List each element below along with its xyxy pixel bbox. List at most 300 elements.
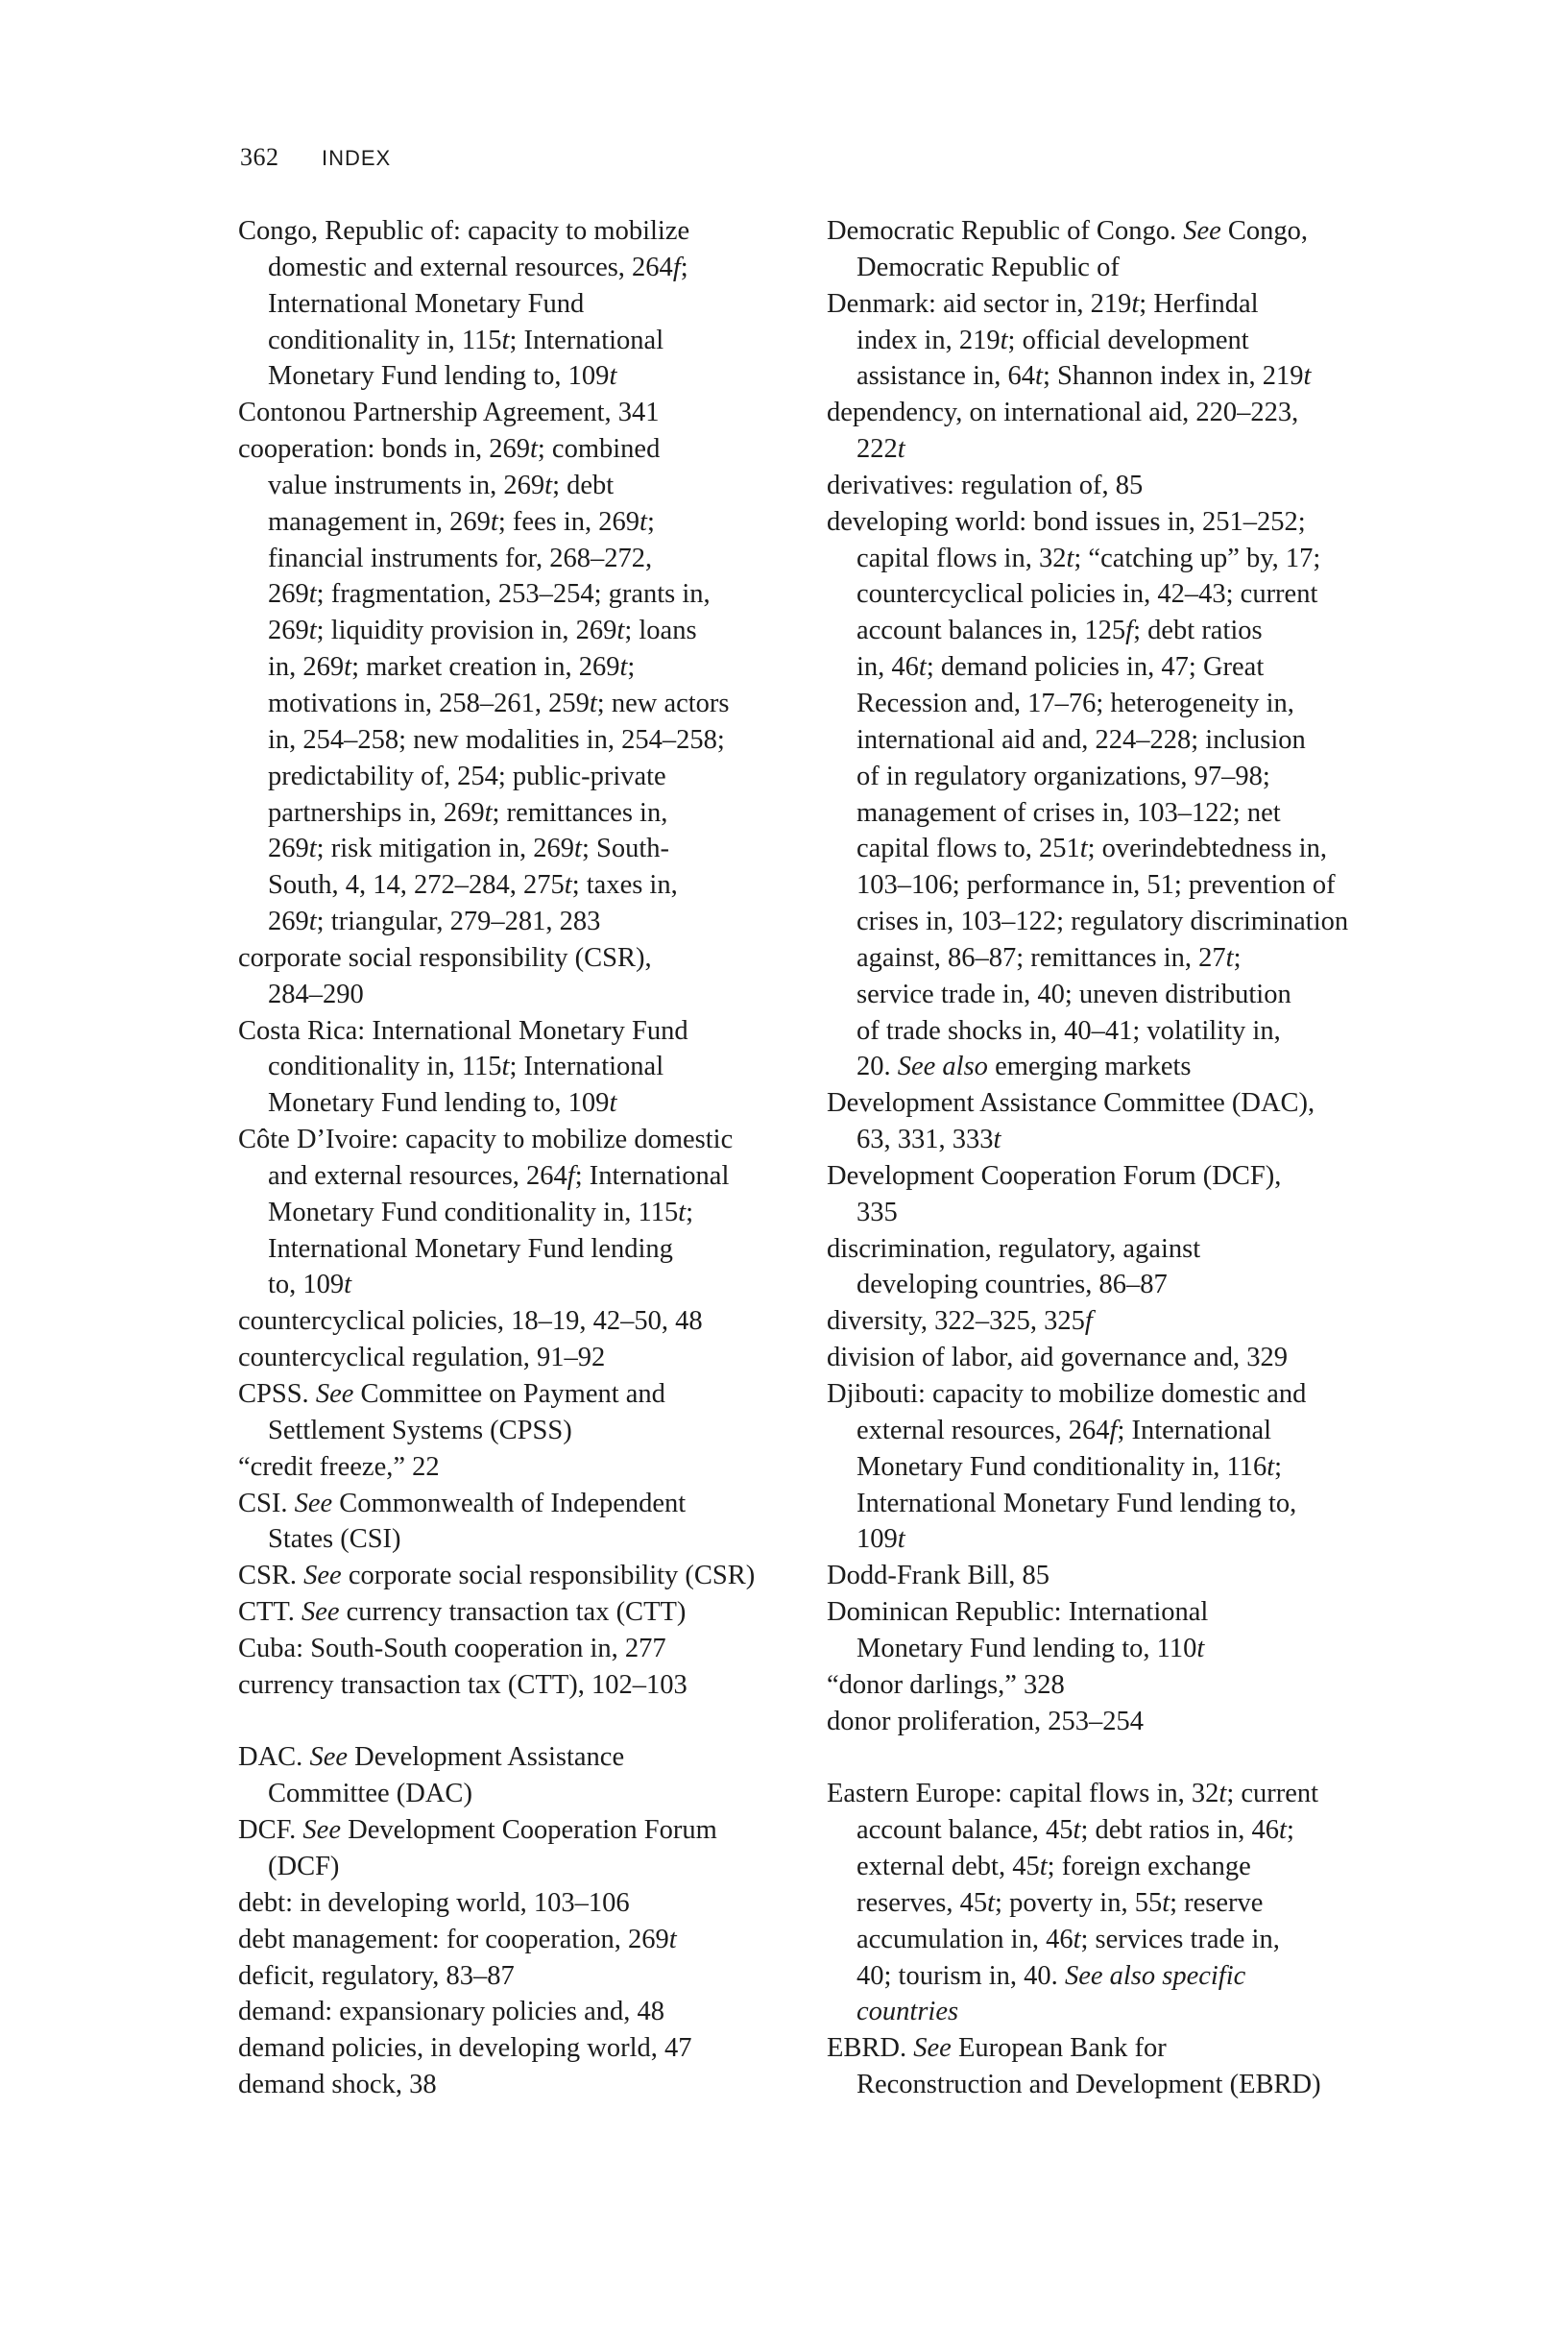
entry-heading-line xyxy=(827,1303,1388,1340)
entry-text: domestic and external resources, 264 xyxy=(268,252,673,282)
entry-text: ; xyxy=(686,1197,694,1227)
italic-locator: t xyxy=(484,797,493,828)
index-entry xyxy=(827,468,1388,504)
entry-text: International Monetary Fund lending to, xyxy=(856,1488,1297,1518)
index-entry xyxy=(238,1994,785,2030)
entry-text: service trade in, 40; uneven distribution xyxy=(856,979,1291,1009)
entry-text: EBRD. xyxy=(827,2033,914,2064)
entry-text: deficit, regulatory, 83–87 xyxy=(238,1960,515,1991)
entry-text: ; foreign exchange xyxy=(1047,1851,1251,1881)
entry-text: 222 xyxy=(856,434,898,465)
entry-text: “donor darlings,” 328 xyxy=(827,1669,1065,1700)
italic-locator: f xyxy=(1125,616,1134,646)
italic-locator: t xyxy=(589,688,597,718)
index-entry xyxy=(827,1158,1388,1231)
index-entry xyxy=(238,1376,785,1449)
entry-text: Côte D’Ivoire: capacity to mobilize domestic xyxy=(238,1125,734,1155)
italic-locator: t xyxy=(490,506,498,537)
entry-text: cooperation: bonds in, 269 xyxy=(238,434,530,465)
entry-heading-line xyxy=(827,1776,1388,1812)
entry-heading-line xyxy=(827,1085,1388,1122)
entry-text: account balances in, 125 xyxy=(856,616,1126,646)
entry-heading-line xyxy=(827,1376,1388,1413)
entry-continuation-line xyxy=(238,759,785,795)
index-entry xyxy=(238,1013,785,1123)
entry-text: of in regulatory organizations, 97–98; xyxy=(856,761,1270,791)
entry-continuation-line xyxy=(827,867,1388,904)
index-entry xyxy=(827,1085,1388,1158)
entry-text: ; poverty in, 55 xyxy=(995,1887,1163,1918)
entry-continuation-line xyxy=(238,358,785,395)
index-entry xyxy=(238,395,785,431)
entry-heading-line xyxy=(238,1558,785,1594)
entry-text: Denmark: aid sector in, 219 xyxy=(827,288,1132,319)
entry-continuation-line xyxy=(827,1521,1388,1558)
entry-text: 40; tourism in, 40. xyxy=(856,1960,1065,1991)
entry-text: Democratic Republic of xyxy=(856,252,1120,282)
entry-text: ; current xyxy=(1226,1779,1319,1809)
entry-continuation-line xyxy=(238,1049,785,1085)
index-entry xyxy=(827,1376,1388,1558)
entry-text: derivatives: regulation of, 85 xyxy=(827,470,1144,500)
entry-continuation-line xyxy=(238,1267,785,1303)
entry-text: ; loans xyxy=(624,616,697,646)
entry-heading-line xyxy=(238,213,785,250)
entry-heading-line xyxy=(238,1994,785,2030)
entry-heading-line xyxy=(238,1122,785,1158)
index-entry xyxy=(238,1122,785,1303)
entry-continuation-line xyxy=(238,576,785,613)
entry-text: donor proliferation, 253–254 xyxy=(827,1706,1145,1736)
entry-text: Monetary Fund conditionality in, 115 xyxy=(268,1197,679,1227)
entry-text: CPSS. xyxy=(238,1379,316,1409)
italic-locator: t xyxy=(308,579,317,610)
entry-text: ; debt ratios xyxy=(1133,616,1263,646)
entry-text: financial instruments for, 268–272, xyxy=(268,543,653,573)
blank-line xyxy=(238,1704,785,1740)
italic-locator: t xyxy=(344,652,352,683)
entry-continuation-line xyxy=(827,940,1388,977)
italic-locator: t xyxy=(987,1887,996,1918)
entry-text: Contonou Partnership Agreement, 341 xyxy=(238,398,660,428)
entry-text: account balance, 45 xyxy=(856,1815,1073,1846)
entry-text: ; International xyxy=(574,1160,730,1191)
index-entry xyxy=(238,1885,785,1922)
entry-continuation-line xyxy=(238,831,785,867)
entry-text: countercyclical policies, 18–19, 42–50, 48 xyxy=(238,1306,703,1337)
entry-text: ; xyxy=(627,652,636,683)
entry-heading-line xyxy=(238,1958,785,1995)
entry-text: Development Assistance xyxy=(348,1742,625,1773)
entry-heading-line xyxy=(238,1340,785,1376)
entry-text: International Monetary Fund lending xyxy=(268,1233,673,1264)
entry-continuation-line xyxy=(238,286,785,323)
entry-text: CSI. xyxy=(238,1488,295,1518)
entry-continuation-line xyxy=(827,795,1388,832)
entry-text: division of labor, aid governance and, 329 xyxy=(827,1343,1289,1373)
entry-continuation-line xyxy=(827,977,1388,1013)
italic-locator: t xyxy=(1073,1924,1081,1954)
entry-text: ; xyxy=(1286,1815,1294,1846)
entry-text: ; Shannon index in, 219 xyxy=(1042,361,1304,392)
entry-text: Development Assistance Committee (DAC), xyxy=(827,1088,1315,1119)
entry-heading-line xyxy=(238,1013,785,1050)
entry-text: 109 xyxy=(856,1524,898,1555)
entry-text: currency transaction tax (CTT), 102–103 xyxy=(238,1669,688,1700)
index-entry xyxy=(827,1558,1388,1594)
index-entry xyxy=(827,2030,1388,2103)
italic-locator: countries xyxy=(856,1997,959,2027)
entry-text: against, 86–87; remittances in, 27 xyxy=(856,942,1226,973)
letter-group-spacer xyxy=(238,1704,785,1740)
entry-continuation-line xyxy=(827,722,1388,759)
entry-text: countercyclical regulation, 91–92 xyxy=(238,1343,606,1373)
entry-heading-line xyxy=(827,1340,1388,1376)
index-entry xyxy=(238,2030,785,2067)
entry-text: Recession and, 17–76; heterogeneity in, xyxy=(856,688,1294,718)
entry-text: Development Cooperation Forum xyxy=(340,1815,717,1846)
index-column-left xyxy=(238,213,785,2103)
index-entry xyxy=(827,1303,1388,1340)
index-entry xyxy=(238,1631,785,1667)
italic-locator: t xyxy=(1162,1887,1170,1918)
entry-text: capital flows to, 251 xyxy=(856,834,1080,864)
entry-heading-line xyxy=(238,2067,785,2103)
entry-heading-line xyxy=(238,1667,785,1704)
entry-continuation-line xyxy=(827,831,1388,867)
entry-text: in, 46 xyxy=(856,652,919,683)
entry-continuation-line xyxy=(827,250,1388,286)
italic-locator: t xyxy=(897,434,905,465)
italic-locator: See xyxy=(913,2033,952,2064)
entry-text: Monetary Fund lending to, 110 xyxy=(856,1633,1197,1663)
index-entry xyxy=(827,504,1388,1086)
entry-text: developing countries, 86–87 xyxy=(856,1270,1168,1300)
italic-locator: See also specific xyxy=(1064,1960,1246,1991)
entry-continuation-line xyxy=(238,795,785,832)
entry-text: motivations in, 258–261, 259 xyxy=(268,688,590,718)
entry-heading-line xyxy=(238,1376,785,1413)
index-entry xyxy=(238,1958,785,1995)
index-entry xyxy=(238,213,785,395)
entry-text: ; International xyxy=(509,325,664,355)
entry-text: partnerships in, 269 xyxy=(268,797,485,828)
entry-continuation-line xyxy=(827,1122,1388,1158)
italic-locator: See xyxy=(294,1488,333,1518)
entry-heading-line xyxy=(827,1158,1388,1195)
italic-locator: t xyxy=(1035,361,1043,392)
entry-continuation-line xyxy=(827,1849,1388,1885)
entry-continuation-line xyxy=(238,1776,785,1812)
entry-text: in, 269 xyxy=(268,652,345,683)
italic-locator: t xyxy=(1073,1815,1081,1846)
entry-continuation-line xyxy=(827,686,1388,722)
entry-text: Committee on Payment and xyxy=(353,1379,665,1409)
entry-text: South, 4, 14, 272–284, 275 xyxy=(268,870,565,901)
entry-heading-line xyxy=(827,1667,1388,1704)
entry-continuation-line xyxy=(238,1085,785,1122)
entry-heading-line xyxy=(238,1631,785,1667)
entry-text: ; official development xyxy=(1007,325,1249,355)
entry-text: 103–106; performance in, 51; prevention of xyxy=(856,870,1336,901)
entry-text: DCF. xyxy=(238,1815,303,1846)
entry-text: ; debt xyxy=(552,470,615,500)
entry-continuation-line xyxy=(238,1849,785,1885)
entry-text: ; International xyxy=(1117,1415,1272,1445)
entry-text: diversity, 322–325, 325 xyxy=(827,1306,1085,1337)
index-entry xyxy=(827,1667,1388,1704)
entry-continuation-line xyxy=(238,613,785,649)
entry-text: corporate social responsibility (CSR) xyxy=(341,1561,756,1591)
entry-continuation-line xyxy=(827,1049,1388,1085)
entry-text: Committee (DAC) xyxy=(268,1779,472,1809)
entry-text: Dodd-Frank Bill, 85 xyxy=(827,1561,1049,1591)
entry-text: accumulation in, 46 xyxy=(856,1924,1073,1954)
italic-locator: t xyxy=(668,1924,677,1954)
entry-text: ; combined xyxy=(537,434,661,465)
italic-locator: t xyxy=(308,616,317,646)
italic-locator: See xyxy=(309,1742,348,1773)
italic-locator: t xyxy=(308,907,317,937)
entry-text: Dominican Republic: International xyxy=(827,1597,1209,1628)
italic-locator: t xyxy=(564,870,572,901)
entry-text: ; “catching up” by, 17; xyxy=(1073,543,1321,573)
entry-text: Congo, Republic of: capacity to mobilize xyxy=(238,216,690,246)
entry-text: ; xyxy=(680,252,688,282)
entry-heading-line xyxy=(238,1449,785,1486)
entry-continuation-line xyxy=(827,541,1388,577)
italic-locator: See xyxy=(302,1815,341,1846)
entry-continuation-line xyxy=(827,1195,1388,1231)
index-entry xyxy=(827,1776,1388,2030)
entry-text: CSR. xyxy=(238,1561,304,1591)
entry-text: ; International xyxy=(509,1052,664,1082)
entry-continuation-line xyxy=(827,904,1388,940)
entry-continuation-line xyxy=(827,358,1388,395)
entry-text: ; new actors xyxy=(596,688,730,718)
entry-text: in, 254–258; new modalities in, 254–258; xyxy=(268,724,725,755)
entry-continuation-line xyxy=(827,759,1388,795)
entry-continuation-line xyxy=(827,1013,1388,1050)
entry-continuation-line xyxy=(827,1922,1388,1958)
entry-text: conditionality in, 115 xyxy=(268,1052,502,1082)
italic-locator: t xyxy=(574,834,582,864)
entry-continuation-line xyxy=(827,1486,1388,1522)
italic-locator: t xyxy=(501,1052,510,1082)
italic-locator: t xyxy=(678,1197,687,1227)
entry-continuation-line xyxy=(827,1885,1388,1922)
entry-continuation-line xyxy=(827,649,1388,686)
entry-continuation-line xyxy=(238,468,785,504)
entry-text: assistance in, 64 xyxy=(856,361,1036,392)
entry-text: ; demand policies in, 47; Great xyxy=(926,652,1265,683)
entry-heading-line xyxy=(238,940,785,977)
section-title: INDEX xyxy=(322,146,392,170)
entry-text: 335 xyxy=(856,1197,898,1227)
entry-text: value instruments in, 269 xyxy=(268,470,545,500)
italic-locator: t xyxy=(1196,1633,1205,1663)
entry-continuation-line xyxy=(827,576,1388,613)
italic-locator: t xyxy=(619,652,628,683)
italic-locator: t xyxy=(1079,834,1088,864)
entry-text: ; debt ratios in, 46 xyxy=(1080,1815,1280,1846)
entry-continuation-line xyxy=(238,541,785,577)
index-entry xyxy=(238,1594,785,1631)
entry-text: conditionality in, 115 xyxy=(268,325,502,355)
entry-text: 269 xyxy=(268,907,309,937)
entry-continuation-line xyxy=(827,613,1388,649)
entry-text: ; remittances in, xyxy=(492,797,668,828)
italic-locator: f xyxy=(567,1160,575,1191)
entry-continuation-line xyxy=(238,977,785,1013)
entry-heading-line xyxy=(827,395,1388,431)
index-entry xyxy=(238,1812,785,1885)
italic-locator: t xyxy=(993,1125,1001,1155)
entry-continuation-line xyxy=(238,250,785,286)
entry-text: 269 xyxy=(268,834,309,864)
entry-continuation-line xyxy=(238,323,785,359)
index-entry xyxy=(238,1667,785,1704)
index-entry xyxy=(238,1558,785,1594)
index-entry xyxy=(238,1922,785,1958)
entry-text: Development Cooperation Forum (DCF), xyxy=(827,1160,1282,1191)
entry-text: demand: expansionary policies and, 48 xyxy=(238,1997,665,2027)
italic-locator: t xyxy=(1131,288,1140,319)
entry-text: Costa Rica: International Monetary Fund xyxy=(238,1015,688,1046)
entry-text: States (CSI) xyxy=(268,1524,401,1555)
italic-locator: See xyxy=(1183,216,1221,246)
entry-heading-line xyxy=(238,1739,785,1776)
entry-text: predictability of, 254; public-private xyxy=(268,761,666,791)
entry-text: corporate social responsibility (CSR), xyxy=(238,942,652,973)
entry-text: demand shock, 38 xyxy=(238,2070,437,2100)
entry-text: ; Herfindal xyxy=(1139,288,1259,319)
entry-text: DAC. xyxy=(238,1742,310,1773)
index-entry xyxy=(238,940,785,1013)
index-entry xyxy=(827,1704,1388,1740)
italic-locator: t xyxy=(344,1270,352,1300)
entry-continuation-line xyxy=(827,1267,1388,1303)
index-entry xyxy=(238,1486,785,1559)
entry-heading-line xyxy=(827,2030,1388,2067)
entry-text: of trade shocks in, 40–41; volatility in, xyxy=(856,1015,1281,1046)
italic-locator: f xyxy=(1084,1306,1093,1337)
entry-text: ; xyxy=(646,506,655,537)
entry-continuation-line xyxy=(238,1521,785,1558)
entry-heading-line xyxy=(238,1486,785,1522)
entry-heading-line xyxy=(238,1922,785,1958)
entry-text: CTT. xyxy=(238,1597,302,1628)
entry-continuation-line xyxy=(827,1413,1388,1449)
entry-continuation-line xyxy=(238,1413,785,1449)
entry-text: emerging markets xyxy=(987,1052,1192,1082)
italic-locator: t xyxy=(529,434,538,465)
italic-locator: t xyxy=(1225,942,1234,973)
italic-locator: t xyxy=(897,1524,905,1555)
entry-text: management of crises in, 103–122; net xyxy=(856,797,1281,828)
entry-continuation-line xyxy=(238,1231,785,1268)
entry-heading-line xyxy=(827,1231,1388,1268)
italic-locator: t xyxy=(501,325,510,355)
entry-text: debt management: for cooperation, 269 xyxy=(238,1924,669,1954)
entry-text: Settlement Systems (CPSS) xyxy=(268,1415,572,1445)
entry-text: and external resources, 264 xyxy=(268,1160,567,1191)
entry-heading-line xyxy=(827,504,1388,541)
italic-locator: t xyxy=(918,652,927,683)
index-entry xyxy=(238,1739,785,1812)
entry-continuation-line xyxy=(827,1958,1388,1995)
entry-heading-line xyxy=(827,1594,1388,1631)
entry-text: Monetary Fund lending to, 109 xyxy=(268,1088,610,1119)
index-column-right xyxy=(827,213,1388,2103)
entry-text: ; risk mitigation in, 269 xyxy=(316,834,575,864)
entry-text: international aid and, 224–228; inclusion xyxy=(856,724,1306,755)
entry-text: 269 xyxy=(268,579,309,610)
entry-text: ; triangular, 279–281, 283 xyxy=(316,907,601,937)
entry-continuation-line xyxy=(238,1158,785,1195)
italic-locator: t xyxy=(544,470,553,500)
italic-locator: t xyxy=(1303,361,1312,392)
entry-text: (DCF) xyxy=(268,1851,340,1881)
entry-heading-line xyxy=(238,1812,785,1849)
entry-text: European Bank for xyxy=(951,2033,1167,2064)
italic-locator: See xyxy=(315,1379,354,1409)
entry-text: ; reserve xyxy=(1170,1887,1264,1918)
entry-continuation-line xyxy=(827,1449,1388,1486)
entry-heading-line xyxy=(238,1594,785,1631)
entry-continuation-line xyxy=(827,1994,1388,2030)
entry-continuation-line xyxy=(238,504,785,541)
entry-text: Eastern Europe: capital flows in, 32 xyxy=(827,1779,1219,1809)
entry-text: Democratic Republic of Congo. xyxy=(827,216,1184,246)
entry-text: 63, 331, 333 xyxy=(856,1125,994,1155)
italic-locator: t xyxy=(616,616,625,646)
entry-text: management in, 269 xyxy=(268,506,491,537)
entry-continuation-line xyxy=(238,686,785,722)
index-entry xyxy=(827,1340,1388,1376)
italic-locator: t xyxy=(1066,543,1074,573)
entry-continuation-line xyxy=(827,323,1388,359)
entry-heading-line xyxy=(827,1558,1388,1594)
entry-continuation-line xyxy=(827,1631,1388,1667)
entry-heading-line xyxy=(238,1303,785,1340)
entry-text: debt: in developing world, 103–106 xyxy=(238,1887,630,1918)
entry-text: Congo, xyxy=(1220,216,1309,246)
italic-locator: See xyxy=(303,1561,342,1591)
italic-locator: t xyxy=(1000,325,1008,355)
entry-text: ; overindebtedness in, xyxy=(1087,834,1327,864)
entry-text: external debt, 45 xyxy=(856,1851,1040,1881)
entry-text: index in, 219 xyxy=(856,325,1001,355)
entry-text: Monetary Fund conditionality in, 116 xyxy=(856,1451,1267,1482)
entry-text: currency transaction tax (CTT) xyxy=(339,1597,687,1628)
index-entry xyxy=(238,1303,785,1340)
italic-locator: t xyxy=(1039,1851,1048,1881)
italic-locator: f xyxy=(1109,1415,1118,1445)
entry-text: ; fragmentation, 253–254; grants in, xyxy=(316,579,711,610)
entry-continuation-line xyxy=(238,867,785,904)
index-entry xyxy=(238,2067,785,2103)
index-entry xyxy=(827,1594,1388,1667)
entry-heading-line xyxy=(827,1704,1388,1740)
entry-heading-line xyxy=(827,468,1388,504)
entry-text: ; xyxy=(1233,942,1242,973)
italic-locator: f xyxy=(672,252,681,282)
index-entry xyxy=(238,1449,785,1486)
entry-continuation-line xyxy=(827,431,1388,468)
entry-continuation-line xyxy=(238,722,785,759)
blank-line xyxy=(827,1739,1388,1776)
